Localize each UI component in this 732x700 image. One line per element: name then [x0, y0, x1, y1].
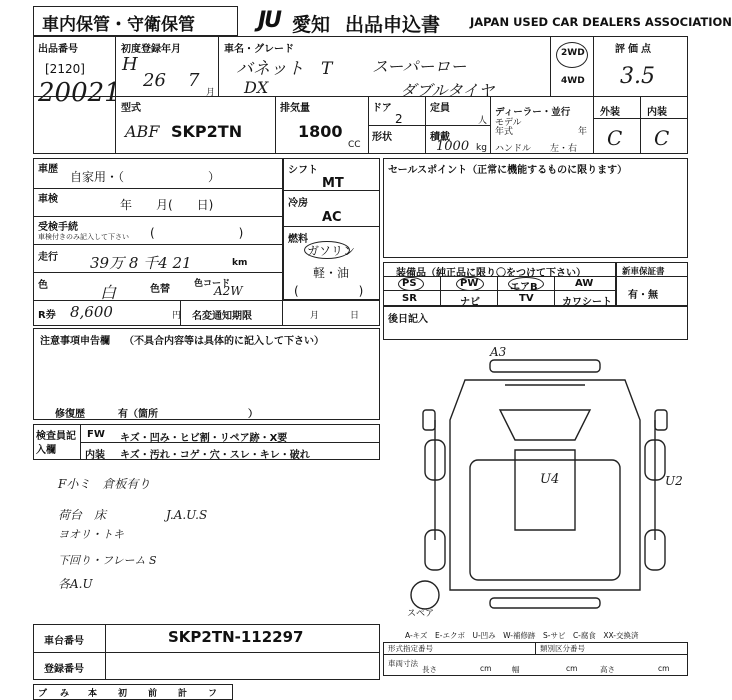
lot-bracket-code: [2120]: [45, 62, 85, 76]
two-wd-label: 2WD: [561, 48, 585, 58]
recycle-value: 8,600: [70, 303, 113, 321]
handwritten-note-4: 下回り・フレーム S: [58, 554, 157, 567]
mileage-label: 走行: [38, 252, 58, 263]
shift-value: MT: [322, 176, 344, 191]
rear-fit-label: 後日記入: [388, 314, 428, 325]
capacity-unit: 人: [478, 116, 488, 126]
interior-label: 内装: [647, 107, 667, 118]
equip-pw: PW: [460, 278, 479, 289]
load-value: 1000: [436, 139, 470, 154]
intake-label: 受検手続: [38, 222, 78, 233]
history-label: 車歴: [38, 164, 58, 175]
bottom-cell-2: み: [60, 689, 70, 699]
bottom-cell-1: ブ: [38, 689, 48, 699]
type-value: SKP2TN: [171, 122, 243, 141]
history-value: 自家用・（ ）: [70, 170, 221, 184]
storage-note: 車内保管・守衛保管: [42, 15, 195, 35]
load-label: 積載: [430, 132, 450, 143]
equip-pw-circle: [456, 277, 484, 291]
inspection-value: 年 月( 日): [120, 198, 214, 212]
exterior-score: C: [607, 126, 623, 150]
equip-aw: AW: [575, 278, 594, 289]
mileage-unit: km: [232, 258, 248, 268]
height-label: 高さ: [600, 665, 615, 674]
inspector-row1-label: FW: [87, 429, 105, 440]
model-year-label: モデル年式: [495, 118, 522, 137]
four-wd-label: 4WD: [561, 76, 585, 86]
ac-value: AC: [322, 210, 342, 225]
org-english: JAPAN USED CAR DEALERS ASSOCIATION: [470, 15, 732, 29]
form-confirm-label: 形式指定番号: [388, 644, 433, 653]
recycle-unit: 円: [172, 311, 182, 321]
equip-ps: PS: [402, 278, 417, 289]
registration-year: 26: [143, 70, 166, 91]
color-code-value: A2W: [214, 284, 243, 298]
doors-value: 2: [395, 112, 403, 126]
model-variant: スーパーロー: [372, 57, 467, 76]
diagram-body-mark: U4: [540, 472, 560, 487]
length-cm: cm: [480, 664, 492, 673]
equip-airbag-circle: [508, 277, 544, 291]
bottom-cell-7: フ: [208, 689, 218, 699]
inspector-row2-items: キズ・汚れ・コゲ・穴・スレ・キレ・破れ: [120, 450, 310, 461]
model-year-unit: 年: [578, 127, 588, 137]
doors-label: ドア: [372, 103, 392, 114]
inspector-row2-label: 内装: [85, 450, 105, 461]
ju-logo: JU: [258, 8, 281, 33]
notes-label: 注意事項申告欄: [40, 336, 110, 347]
equip-airbag: エアB: [510, 282, 538, 293]
warranty-label: 新車保証書: [622, 267, 665, 277]
load-unit: kg: [476, 143, 487, 153]
displacement-label: 排気量: [280, 103, 310, 114]
equip-tv: TV: [519, 293, 534, 304]
handwritten-note-2: 荷台 床 J.A.U.S: [58, 508, 208, 522]
diagram-side-mark: U2: [665, 474, 683, 488]
type-prefix: ABF: [125, 122, 160, 141]
length-label: 長さ: [422, 665, 437, 674]
notes-instruction: （不具合内容等は具体的に記入して下さい）: [124, 336, 324, 347]
registration-month-unit: 月: [206, 88, 216, 98]
exterior-label: 外装: [600, 107, 620, 118]
sales-point-label: セールスポイント（正常に機能するものに限ります）: [388, 165, 628, 176]
interior-score: C: [654, 126, 670, 150]
repaint-label: 色替: [150, 284, 170, 295]
lot-label: 出品番号: [38, 44, 78, 55]
inspector-label: 検査員記入欄: [36, 431, 76, 456]
displacement-unit: CC: [348, 140, 361, 150]
equip-sr: SR: [402, 293, 417, 304]
spare-label: スペア: [407, 609, 435, 619]
score-value: 3.5: [620, 64, 655, 89]
color-code-label: 色コード: [194, 279, 231, 289]
bottom-cell-4: 初: [118, 689, 128, 699]
equip-leather: カワシート: [562, 297, 612, 308]
reg-number-label: 登録番号: [44, 664, 84, 675]
repair-value: 有（箇所 ）: [118, 409, 258, 420]
name-change-day-unit: 日: [350, 311, 360, 321]
equip-ps-circle: [398, 277, 424, 291]
bottom-cell-6: 計: [178, 689, 188, 699]
registration-month: 7: [188, 70, 200, 91]
mileage-value: 39万 8 千4 21: [90, 254, 192, 272]
lot-number: 20021: [38, 78, 121, 108]
intake-note: 車検付きのみ記入して下さい: [38, 233, 129, 241]
model-name: バネット T: [236, 59, 333, 79]
inspector-row1-items: キズ・凹み・ヒビ割・リペア跡・X要: [120, 433, 288, 444]
ac-label: 冷房: [288, 198, 308, 209]
handle-label: ハンドル: [495, 144, 532, 154]
fuel-label: 燃料: [288, 234, 308, 245]
chassis-value: SKP2TN-112297: [168, 628, 304, 646]
equip-navi: ナビ: [460, 297, 480, 308]
form-title: 出品申込書: [345, 14, 441, 36]
body-shape-label: 形状: [372, 132, 392, 143]
type-label: 型式: [121, 103, 141, 114]
legend-codes: A-キズ E-エクボ U-凹み W-補修跡 S-サビ C-腐食 XX-交換済: [405, 631, 639, 640]
handwritten-note-5: 各A.U: [58, 577, 93, 591]
vehicle-size-label: 車両寸法: [388, 659, 418, 668]
fuel-diesel: 軽・油: [313, 266, 350, 280]
rear-fit-box: [383, 306, 688, 340]
name-change-month-unit: 月: [310, 311, 320, 321]
intake-value: ( ): [150, 226, 244, 240]
registration-label: 初度登録年月: [121, 44, 181, 55]
displacement-value: 1800: [298, 122, 343, 141]
warranty-value: 有・無: [628, 290, 658, 301]
registration-era: H: [122, 54, 138, 75]
dealer-label: ディーラー・並行: [495, 107, 571, 118]
handwritten-note-1: F小ミ 倉板有り: [58, 477, 151, 491]
org-name: 愛知: [292, 14, 331, 36]
fuel-gasoline: ガソリン: [307, 244, 356, 258]
recycle-label: R券: [38, 310, 56, 321]
chassis-label: 車台番号: [44, 636, 84, 647]
name-change-label: 名変通知期限: [192, 311, 252, 322]
inspection-label: 車検: [38, 194, 58, 205]
bottom-cell-5: 前: [148, 689, 158, 699]
model-note: ダブルタイヤ: [400, 81, 495, 100]
model-label: 車名・グレード: [224, 44, 294, 55]
equipment-label: 装備品（純正品に限り〇をつけて下さい）: [396, 268, 586, 279]
repair-label: 修復歴: [55, 409, 85, 420]
shift-label: シフト: [288, 165, 318, 176]
diagram-front-mark: A3: [490, 345, 507, 359]
color-label: 色: [38, 280, 48, 291]
color-value: 白: [100, 283, 117, 302]
bottom-cell-3: 本: [88, 689, 98, 699]
model-grade: DX: [244, 78, 269, 97]
category-no-label: 類別区分番号: [540, 644, 585, 653]
width-label: 幅: [512, 665, 520, 674]
score-label: 評価点: [615, 44, 654, 55]
width-cm: cm: [566, 664, 578, 673]
handwritten-note-3: ヨオリ・トキ: [58, 528, 124, 541]
capacity-label: 定員: [430, 103, 450, 114]
fuel-other: ( ): [294, 284, 364, 298]
handle-value: 左・右: [550, 144, 578, 154]
height-cm: cm: [658, 664, 670, 673]
